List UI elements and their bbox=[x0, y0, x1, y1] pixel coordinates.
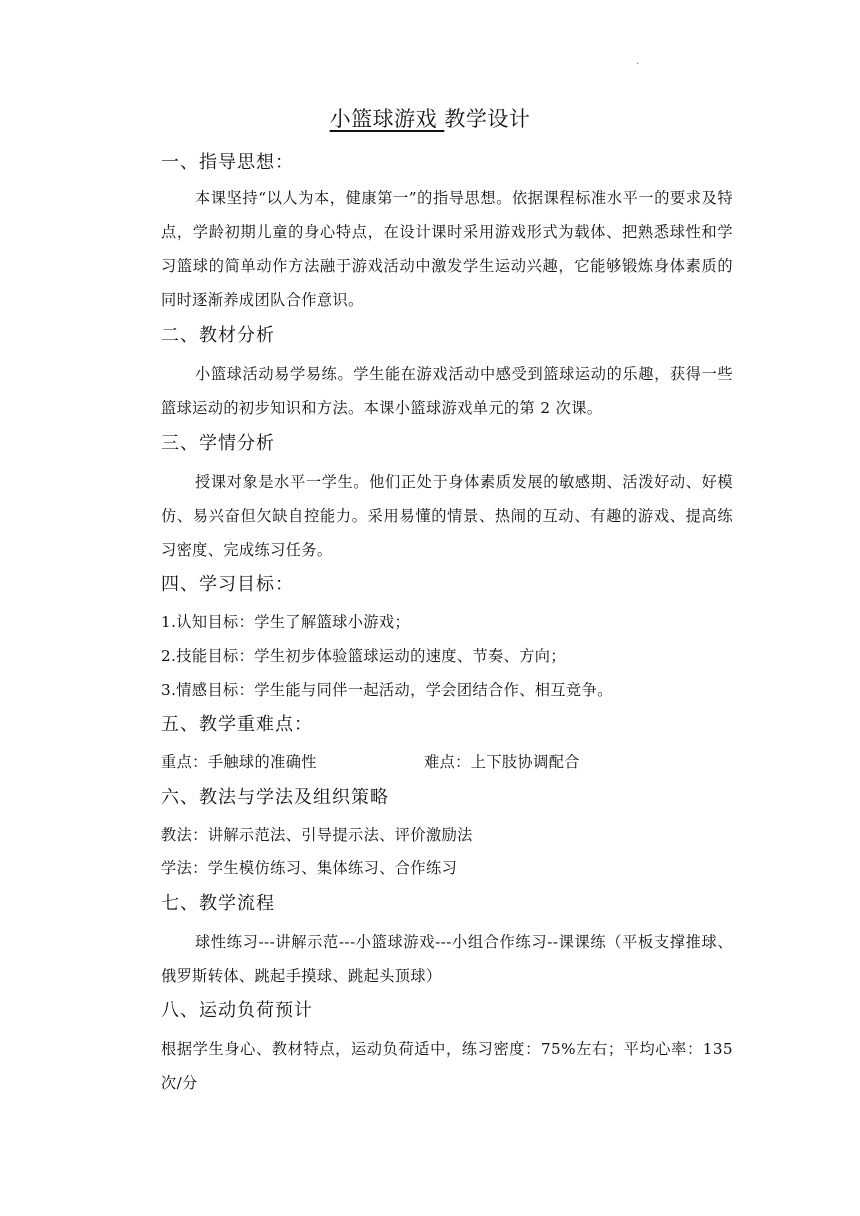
heading-teaching-methods: 六、教法与学法及组织策略 bbox=[161, 787, 389, 808]
teaching-method: 教法：讲解示范法、引导提示法、评价激励法 bbox=[161, 826, 473, 844]
goal-item-emotion: 3.情感目标：学生能与同伴一起活动，学会团结合作、相互竞争。 bbox=[161, 681, 613, 699]
heading-exercise-load: 八、运动负荷预计 bbox=[161, 1000, 313, 1021]
heading-material-analysis: 二、教材分析 bbox=[161, 325, 275, 346]
goal-item-skill: 2.技能目标：学生初步体验篮球运动的速度、节奏、方向； bbox=[161, 647, 566, 665]
page-title bbox=[0, 104, 860, 134]
header-dot: . bbox=[636, 56, 640, 67]
learning-method: 学法：学生模仿练习、集体练习、合作练习 bbox=[161, 859, 458, 877]
paragraph-teaching-process: 球性练习---讲解示范---小篮球游戏---小组合作练习--课课练（平板支撑推球、俄罗斯转体、跳起手摸球、跳起头顶球） bbox=[161, 933, 733, 985]
heading-learning-goals: 四、学习目标： bbox=[161, 574, 294, 595]
difficult-point: 难点：上下肢协调配合 bbox=[424, 753, 580, 771]
key-point: 重点：手触球的准确性 bbox=[161, 753, 317, 771]
goal-item-cognitive: 1.认知目标：学生了解篮球小游戏； bbox=[161, 613, 411, 631]
title-underlined: 小篮球游戏 bbox=[329, 107, 445, 131]
heading-guiding-thought: 一、指导思想： bbox=[161, 152, 294, 173]
paragraph-student-analysis: 授课对象是水平一学生。他们正处于身体素质发展的敏感期、活泼好动、好模仿、易兴奋但欠缺自控能力。采用易懂的情景、热闹的互动、有趣的游戏、提高练习密度、完成练习任务。 bbox=[161, 473, 733, 559]
heading-student-analysis: 三、学情分析 bbox=[161, 433, 275, 454]
paragraph-material-analysis: 小篮球活动易学易练。学生能在游戏活动中感受到篮球运动的乐趣，获得一些篮球运动的初步知识和方法。本课小篮球游戏单元的第 2 次课。 bbox=[161, 365, 733, 417]
title-rest: 教学设计 bbox=[444, 107, 531, 131]
heading-teaching-process: 七、教学流程 bbox=[161, 893, 275, 914]
paragraph-guiding-thought: 本课坚持“以人为本，健康第一”的指导思想。依据课程标准水平一的要求及特点，学龄初期儿童的身心特点，在设计课时采用游戏形式为载体、把熟悉球性和学习篮球的简单动作方法融于游戏活动中激发学生运动兴趣，它能够锻炼身体素质的同时逐渐养成团队合作意识。 bbox=[161, 189, 733, 309]
heading-key-points: 五、教学重难点： bbox=[161, 714, 313, 735]
paragraph-exercise-load: 根据学生身心、教材特点，运动负荷适中，练习密度：75%左右；平均心率：135 次/分 bbox=[161, 1040, 733, 1092]
